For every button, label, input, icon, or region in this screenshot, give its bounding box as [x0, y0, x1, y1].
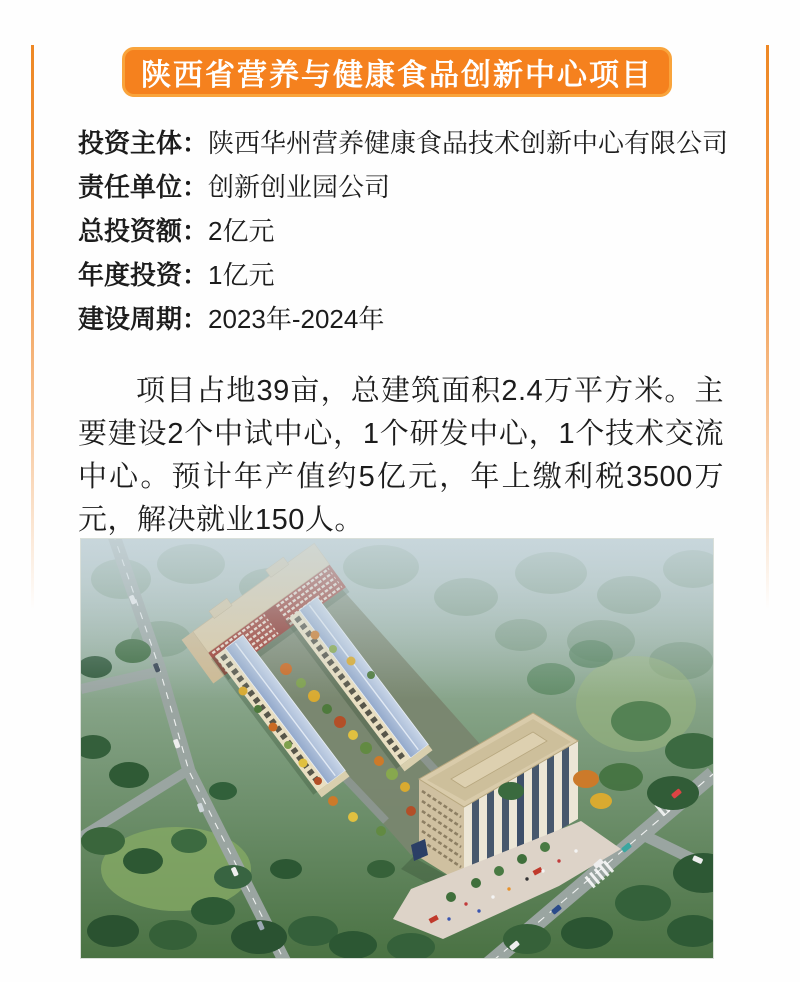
project-fields: [78, 121, 729, 341]
field-total-investment: [78, 209, 724, 253]
campus-aerial-rendering-graphic: [81, 539, 713, 958]
field-label: 责任单位：: [78, 172, 209, 202]
title-banner: [122, 47, 672, 97]
field-responsible-unit: [78, 165, 724, 209]
field-label: 建设周期：: [78, 304, 209, 334]
field-label: 总投资额：: [78, 216, 209, 246]
field-investor: [78, 121, 729, 165]
field-value: 陕西华州营养健康食品技术创新中心有限公司: [208, 128, 729, 158]
haze-overlay: [81, 539, 713, 699]
field-construction-period: [78, 297, 724, 341]
field-value: 1亿元: [208, 260, 275, 290]
field-value: 创新创业园公司: [208, 172, 391, 202]
left-accent-line: [31, 45, 34, 610]
project-description: 项目占地39亩，总建筑面积2.4万平方米。主要建设2个中试中心，1个研发中心，1个技术交流中心。预计年产值约5亿元，年上缴利税3500万元，解决就业150人。: [78, 375, 724, 536]
campus-rendering-photo: [80, 538, 714, 959]
field-value: 2亿元: [208, 216, 275, 246]
field-annual-investment: [78, 253, 724, 297]
field-label: 投资主体：: [78, 128, 209, 158]
field-label: 年度投资：: [78, 260, 209, 290]
field-value: 2023年-2024年: [208, 304, 385, 334]
page-title: 陕西省营养与健康食品创新中心项目: [141, 59, 653, 92]
right-accent-line: [766, 45, 769, 610]
